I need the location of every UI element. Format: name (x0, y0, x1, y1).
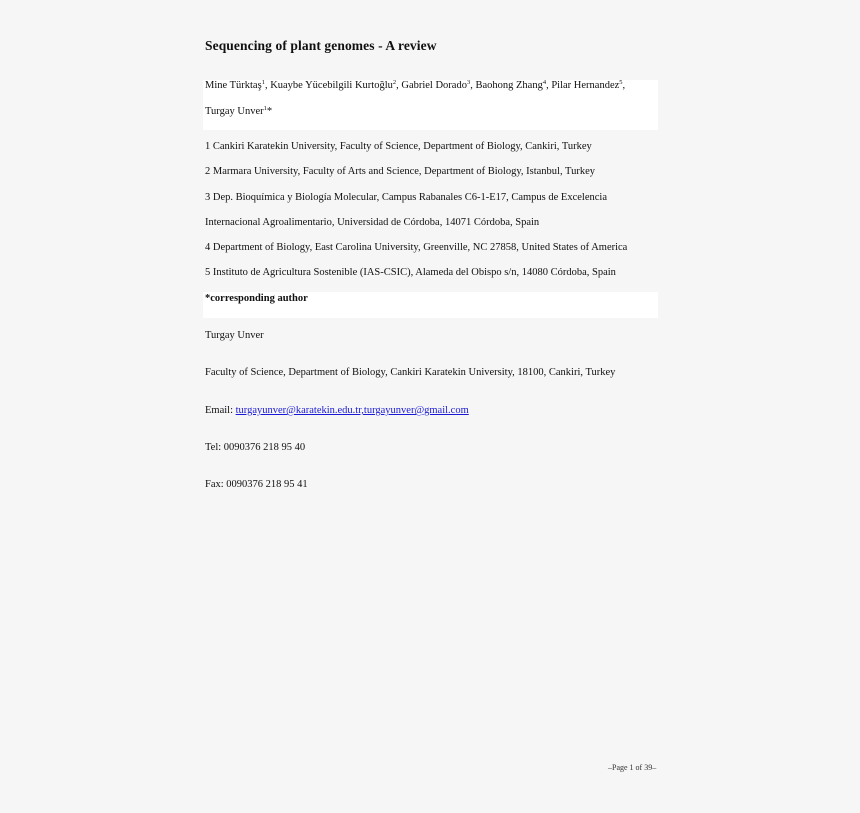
author-separator: , (396, 80, 402, 91)
email-link[interactable]: turgayunver@karatekin.edu.tr,turgayunver@gmail.com (235, 405, 469, 416)
author-name: Baohong Zhang (475, 80, 543, 91)
author-name: Gabriel Dorado (401, 80, 467, 91)
author-affiliation-number: 5 (619, 79, 623, 86)
affiliation-3: 3 Dep. Bioquímica y Biología Molecular, Campus Rabanales C6-1-E17, Campus de Excelencia (205, 192, 607, 203)
affiliation-3-continued: Internacional Agroalimentario, Universidad de Córdoba, 14071 Córdoba, Spain (205, 217, 540, 228)
author-separator: , (470, 80, 476, 91)
email-line (205, 404, 469, 418)
corresponding-author-heading: *corresponding author (205, 293, 308, 304)
authors-line-1 (205, 79, 625, 93)
affiliation-5: 5 Instituto de Agricultura Sostenible (IAS-CSIC), Alameda del Obispo s/n, 14080 Córdoba, Spain (205, 267, 616, 278)
author-affiliation-number: 3 (466, 79, 471, 86)
page-number-indicator: –Page 1 of 39– (608, 763, 657, 772)
email-label: Email: (205, 405, 236, 416)
author-affiliation-number: 1 (263, 105, 267, 112)
affiliation-4: 4 Department of Biology, East Carolina University, Greenville, NC 27858, United States of America (205, 242, 628, 253)
paper-title: Sequencing of plant genomes - A review (205, 38, 437, 53)
author-separator: , (546, 80, 552, 91)
author-name: Kuaybe Yücebilgili Kurtoğlu (270, 80, 393, 91)
authors-line-2 (205, 105, 272, 119)
telephone-line: Tel: 0090376 218 95 40 (205, 442, 306, 453)
affiliation-2: 2 Marmara University, Faculty of Arts and Science, Department of Biology, Istanbul, Turkey (205, 166, 595, 177)
author-affiliation-number: 1 (261, 79, 265, 86)
corresponding-marker: * (266, 106, 273, 117)
author-name: Turgay Unver (205, 106, 264, 117)
fax-line: Fax: 0090376 218 95 41 (205, 479, 308, 490)
corresponding-author-address: Faculty of Science, Department of Biology, Cankiri Karatekin University, 18100, Cankiri, Turkey (205, 367, 616, 378)
author-name: Mine Türktaş (205, 80, 262, 91)
author-separator: , (622, 80, 626, 91)
affiliation-1: 1 Cankiri Karatekin University, Faculty of Science, Department of Biology, Cankiri, Turkey (205, 141, 592, 152)
author-name: Pilar Hernandez (551, 80, 620, 91)
author-affiliation-number: 2 (392, 79, 397, 86)
author-separator: , (264, 80, 271, 91)
author-affiliation-number: 4 (542, 79, 547, 86)
corresponding-author-name: Turgay Unver (205, 330, 264, 341)
